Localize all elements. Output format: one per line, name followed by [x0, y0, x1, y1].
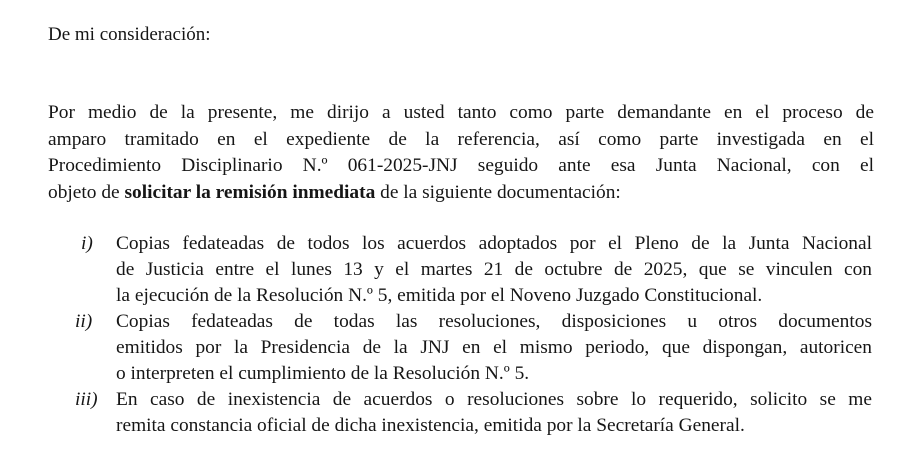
list-item [0, 231, 899, 309]
intro-line: amparo tramitado en el expediente de la referencia, así como parte investigada en el [48, 128, 874, 150]
list-item-line: remita constancia oficial de dicha inexistencia, emitida por la Secretaría General. [116, 415, 745, 436]
list-item-line: En caso de inexistencia de acuerdos o resoluciones sobre lo requerido, solicito se me [116, 389, 872, 410]
list-item-line: o interpreten el cumplimiento de la Resolución N.º 5. [116, 363, 530, 384]
intro-line-suffix: de la siguiente documentación: [375, 181, 621, 203]
list-item-text [116, 309, 872, 387]
intro-line: Procedimiento Disciplinario N.º 061-2025-JNJ seguido ante esa Junta Nacional, con el [48, 155, 874, 177]
intro-line [48, 180, 874, 207]
list-item-line: emitidos por la Presidencia de la JNJ en el mismo periodo, que dispongan, autoricen [116, 337, 872, 358]
list-item-text [116, 387, 872, 439]
intro-paragraph [48, 100, 874, 206]
requested-documents-list [0, 231, 899, 439]
list-item-line: de Justicia entre el lunes 13 y el martes 21 de octubre de 2025, que se vinculen con [116, 259, 872, 280]
list-item [0, 309, 899, 387]
list-item-line: Copias fedateadas de todas las resoluciones, disposiciones u otros documentos [116, 311, 872, 332]
intro-bold-phrase: solicitar la remisión inmediata [124, 181, 376, 203]
list-marker: iii) [75, 389, 98, 410]
list-item-line: Copias fedateadas de todos los acuerdos adoptados por el Pleno de la Junta Nacional [116, 233, 872, 254]
salutation: De mi consideración: [48, 24, 211, 45]
list-item [0, 387, 899, 439]
list-item-text [116, 231, 872, 309]
intro-line-prefix: objeto de [48, 181, 125, 203]
intro-line: Por medio de la presente, me dirijo a usted tanto como parte demandante en el proceso de [48, 102, 874, 123]
list-marker: i) [81, 233, 93, 254]
list-marker: ii) [75, 311, 93, 332]
list-item-line: la ejecución de la Resolución N.º 5, emitida por el Noveno Juzgado Constitucional. [116, 285, 763, 306]
